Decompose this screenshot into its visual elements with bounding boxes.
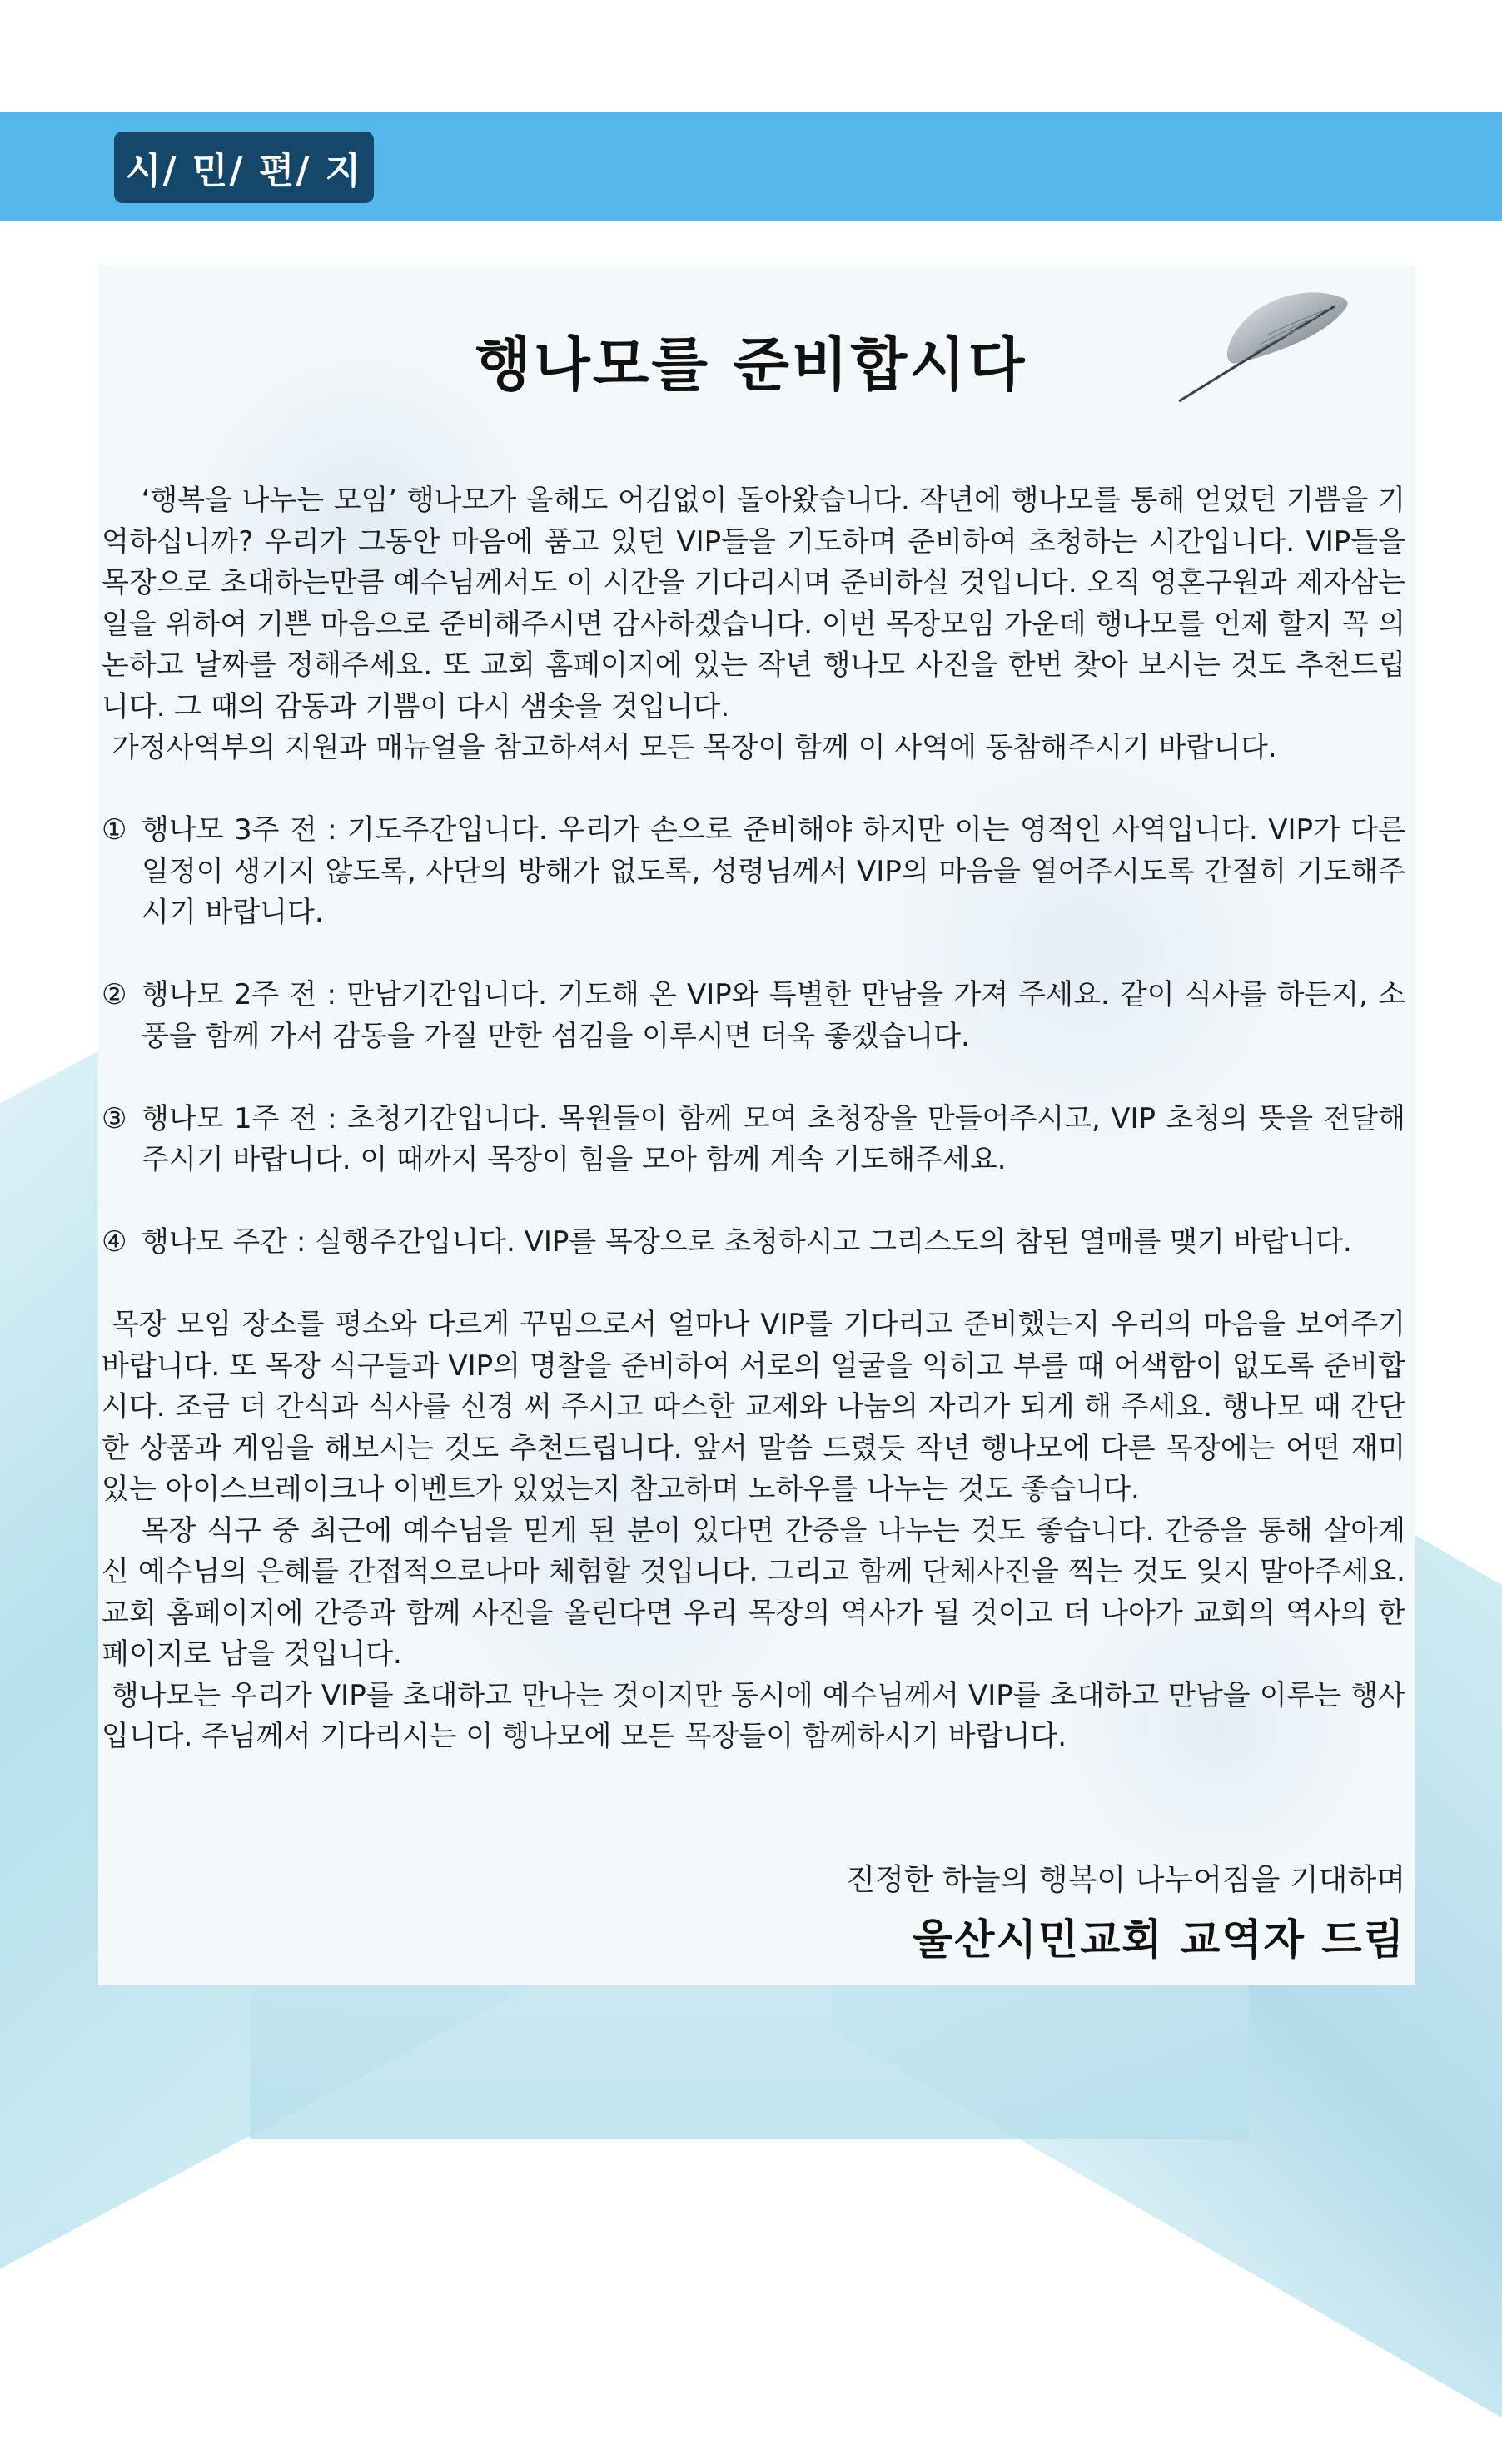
- step-text: 행나모 3주 전 : 기도주간입니다. 우리가 손으로 준비해야 하지만 이는 영적인 사역입니다. VIP가 다른 일정이 생기지 않도록, 사단의 방해가 없도록, 성령님께서 VIP의 마음을 열어주시도록 간절히 기도해주시기 바랍니다.: [142, 813, 1405, 929]
- step-number: ④: [102, 1225, 127, 1259]
- step-number: ②: [102, 978, 127, 1011]
- step-item: [102, 1099, 1405, 1181]
- step-text: 행나모 주간 : 실행주간입니다. VIP를 목장으로 초청하시고 그리스도의 참된 열매를 맺기 바랍니다.: [142, 1225, 1352, 1259]
- step-number: ①: [102, 813, 127, 847]
- outro-paragraph: 목장 모임 장소를 평소와 다르게 꾸밈으로서 얼마나 VIP를 기다리고 준비했는지 우리의 마음을 보여주기 바랍니다. 또 목장 식구들과 VIP의 명찰을 준비하여 서로의 얼굴을 익히고 부를 때 어색함이 없도록 준비합시다. 조금 더 간식과 식사를 신경 써 주시고 따스한 교제와 나눔의 자리가 되게 해 주세요. 행나모 때 간단한 상품과 게임을 해보시는 것도 추천드립니다. 앞서 말씀 드렸듯 작년 행나모에 다른 목장에는 어떤 재미있는 아이스브레이크나 이벤트가 있었는지 참고하며 노하우를 나누는 것도 좋습니다.: [102, 1308, 1405, 1506]
- signature: 울산시민교회 교역자 드림: [912, 1915, 1405, 1964]
- intro-paragraph: ‘행복을 나누는 모임’ 행나모가 올해도 어김없이 돌아왔습니다. 작년에 행나모를 통해 얻었던 기쁨을 기억하십니까? 우리가 그동안 마음에 품고 있던 VIP들을 기도하며 준비하여 초청하는 시간입니다. VIP들을 목장으로 초대하는만큼 예수님께서도 이 시간을 기다리시며 준비하실 것입니다. 오직 영혼구원과 제자삼는 일을 위하여 기쁜 마음으로 준비해주시면 감사하겠습니다. 이번 목장모임 가운데 행나모를 언제 할지 꼭 의논하고 날짜를 정해주세요. 또 교회 홈페이지에 있는 작년 행나모 사진을 한번 찾아 보시는 것도 추천드립니다. 그 때의 감동과 기쁨이 다시 샘솟을 것입니다.: [102, 484, 1405, 723]
- step-item: [102, 810, 1405, 934]
- outro-paragraph: 목장 식구 중 최근에 예수님을 믿게 된 분이 있다면 간증을 나누는 것도 좋습니다. 간증을 통해 살아계신 예수님의 은혜를 간접적으로나마 체험할 것입니다. 그리고 함께 단체사진을 찍는 것도 잊지 말아주세요. 교회 홈페이지에 간증과 함께 사진을 올린다면 우리 목장의 역사가 될 것이고 더 나아가 교회의 역사의 한 페이지로 남을 것입니다.: [102, 1513, 1405, 1671]
- letter-title: 행나모를 준비합시다: [475, 330, 1027, 399]
- outro-paragraph: 행나모는 우리가 VIP를 초대하고 만나는 것이지만 동시에 예수님께서 VIP를 초대하고 만남을 이루는 행사입니다. 주님께서 기다리시는 이 행나모에 모든 목장들이 함께하시기 바랍니다.: [102, 1678, 1405, 1753]
- step-item: [102, 1222, 1405, 1264]
- step-number: ③: [102, 1101, 127, 1135]
- step-text: 행나모 1주 전 : 초청기간입니다. 목원들이 함께 모여 초청장을 만들어주시고, VIP 초청의 뜻을 전달해주시기 바랍니다. 이 때까지 목장이 힘을 모아 함께 계속 기도해주세요.: [142, 1101, 1405, 1176]
- feather-icon: [1164, 283, 1355, 408]
- step-item: [102, 975, 1405, 1057]
- letter-body: [102, 480, 1405, 1758]
- intro-paragraph: 가정사역부의 지원과 매뉴얼을 참고하셔서 모든 목장이 함께 이 사역에 동참해주시기 바랍니다.: [111, 731, 1277, 764]
- step-text: 행나모 2주 전 : 만남기간입니다. 기도해 온 VIP와 특별한 만남을 가져 주세요. 같이 식사를 하든지, 소풍을 함께 가서 감동을 가질 만한 섬김을 이루시면 더욱 좋겠습니다.: [142, 978, 1405, 1053]
- section-badge: 시/ 민/ 편/ 지: [114, 132, 374, 203]
- closing-line: 진정한 하늘의 행복이 나누어짐을 기대하며: [846, 1863, 1405, 1897]
